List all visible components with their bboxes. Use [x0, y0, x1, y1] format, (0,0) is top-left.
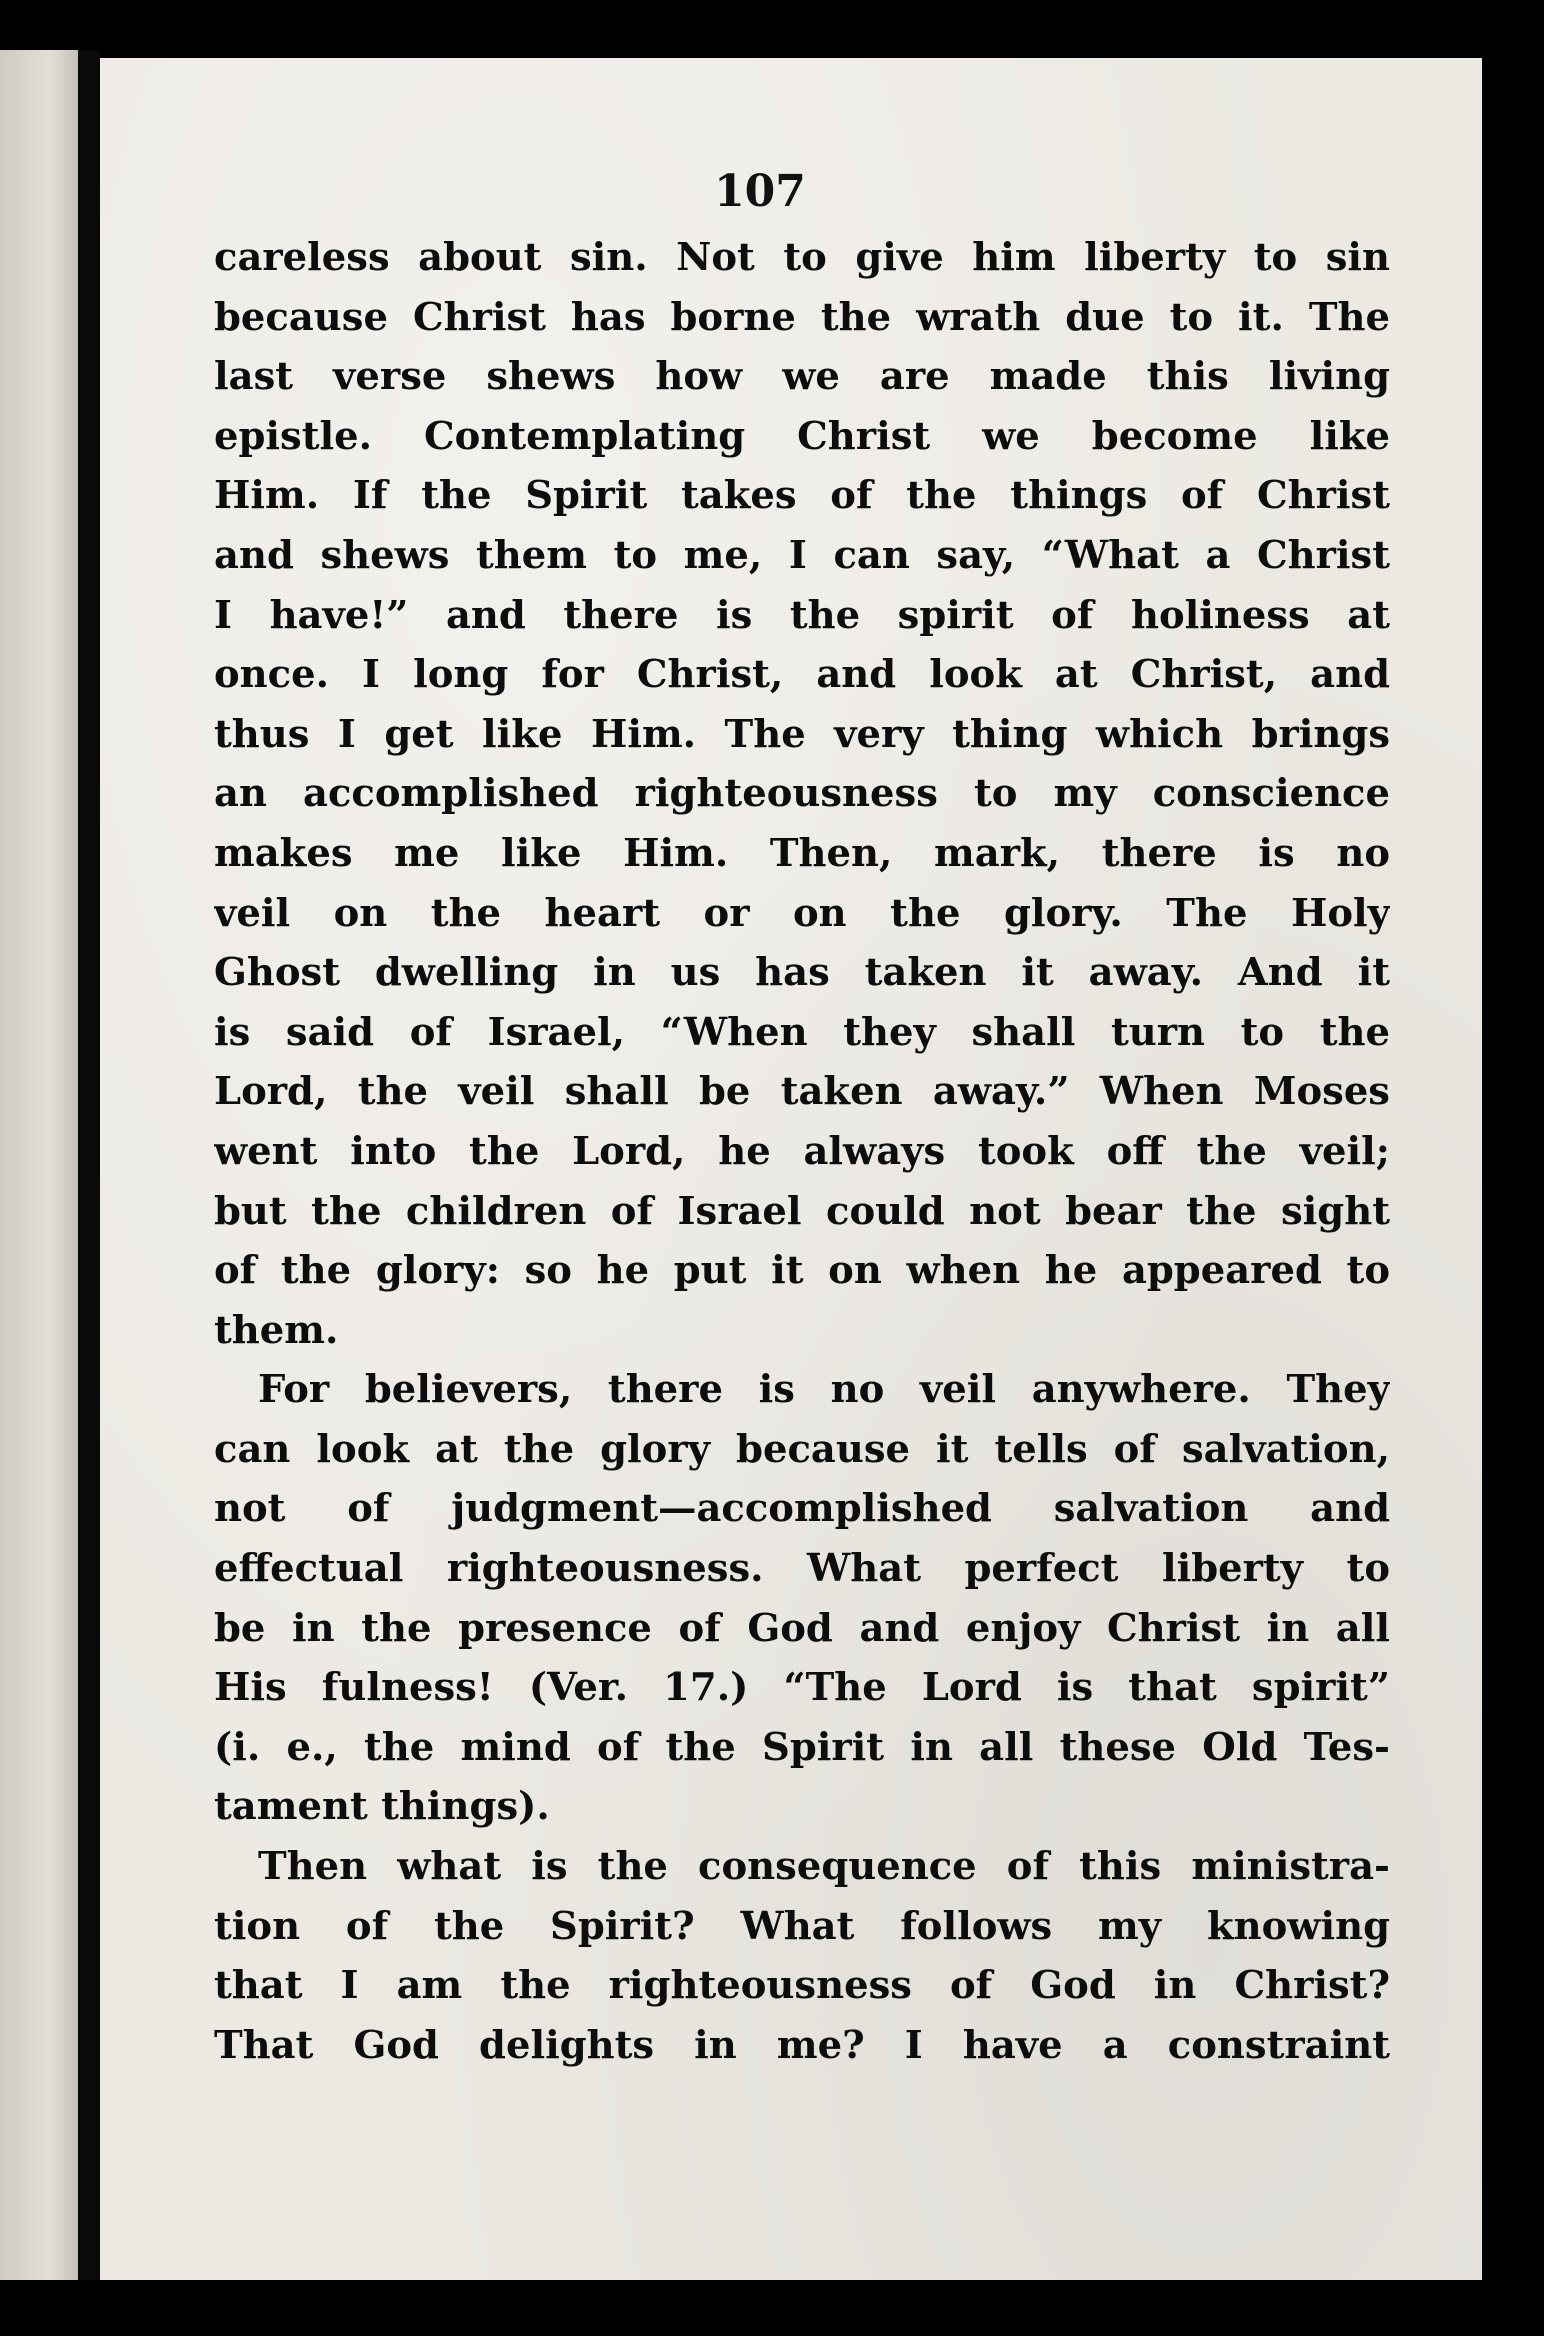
- text-line: (i. e., the mind of the Spirit in all these Old Tes-: [214, 1724, 1390, 1770]
- text-line: tament things).: [214, 1784, 550, 1830]
- text-line: That God delights in me? I have a constraint: [214, 2022, 1390, 2068]
- left-page-edge: [0, 50, 84, 2280]
- text-line: went into the Lord, he always took off the veil;: [214, 1128, 1390, 1174]
- text-line: be in the presence of God and enjoy Christ in all: [214, 1605, 1390, 1651]
- page-number: 107: [714, 166, 806, 217]
- text-line: but the children of Israel could not bear the sight: [214, 1188, 1390, 1234]
- text-line: For believers, there is no veil anywhere. They: [258, 1367, 1390, 1413]
- text-line: is said of Israel, “When they shall turn to the: [214, 1009, 1390, 1055]
- page-body-text: [214, 228, 1390, 2075]
- text-line: can look at the glory because it tells of salvation,: [214, 1426, 1390, 1472]
- text-line: last verse shews how we are made this living: [214, 354, 1390, 400]
- text-line: thus I get like Him. The very thing which brings: [214, 711, 1390, 757]
- text-line: makes me like Him. Then, mark, there is no: [214, 830, 1390, 876]
- book-spine: [78, 50, 100, 2280]
- page-paper: [100, 58, 1482, 2280]
- text-line: because Christ has borne the wrath due to it. The: [214, 294, 1390, 340]
- text-line: careless about sin. Not to give him liberty to sin: [214, 235, 1390, 280]
- text-line: once. I long for Christ, and look at Christ, and: [214, 652, 1390, 698]
- text-line: Ghost dwelling in us has taken it away. And it: [214, 950, 1390, 996]
- text-line: and shews them to me, I can say, “What a Christ: [214, 532, 1390, 578]
- text-line: effectual righteousness. What perfect liberty to: [214, 1546, 1390, 1592]
- text-line: Then what is the consequence of this ministra-: [258, 1844, 1390, 1890]
- text-line: tion of the Spirit? What follows my knowing: [214, 1903, 1390, 1949]
- text-line: His fulness! (Ver. 17.) “The Lord is that spirit”: [214, 1665, 1390, 1711]
- text-line: that I am the righteousness of God in Christ?: [214, 1963, 1390, 2009]
- text-line: I have!” and there is the spirit of holiness at: [214, 592, 1390, 638]
- text-line: not of judgment—accomplished salvation and: [214, 1486, 1390, 1532]
- text-line: an accomplished righteousness to my conscience: [214, 771, 1390, 817]
- text-line: epistle. Contemplating Christ we become like: [214, 413, 1390, 459]
- text-line: Him. If the Spirit takes of the things of Christ: [214, 473, 1390, 519]
- text-line: of the glory: so he put it on when he appeared to: [214, 1248, 1390, 1294]
- text-line: them.: [214, 1307, 339, 1353]
- text-line: veil on the heart or on the glory. The Holy: [214, 890, 1390, 936]
- text-line: Lord, the veil shall be taken away.” When Moses: [214, 1069, 1390, 1115]
